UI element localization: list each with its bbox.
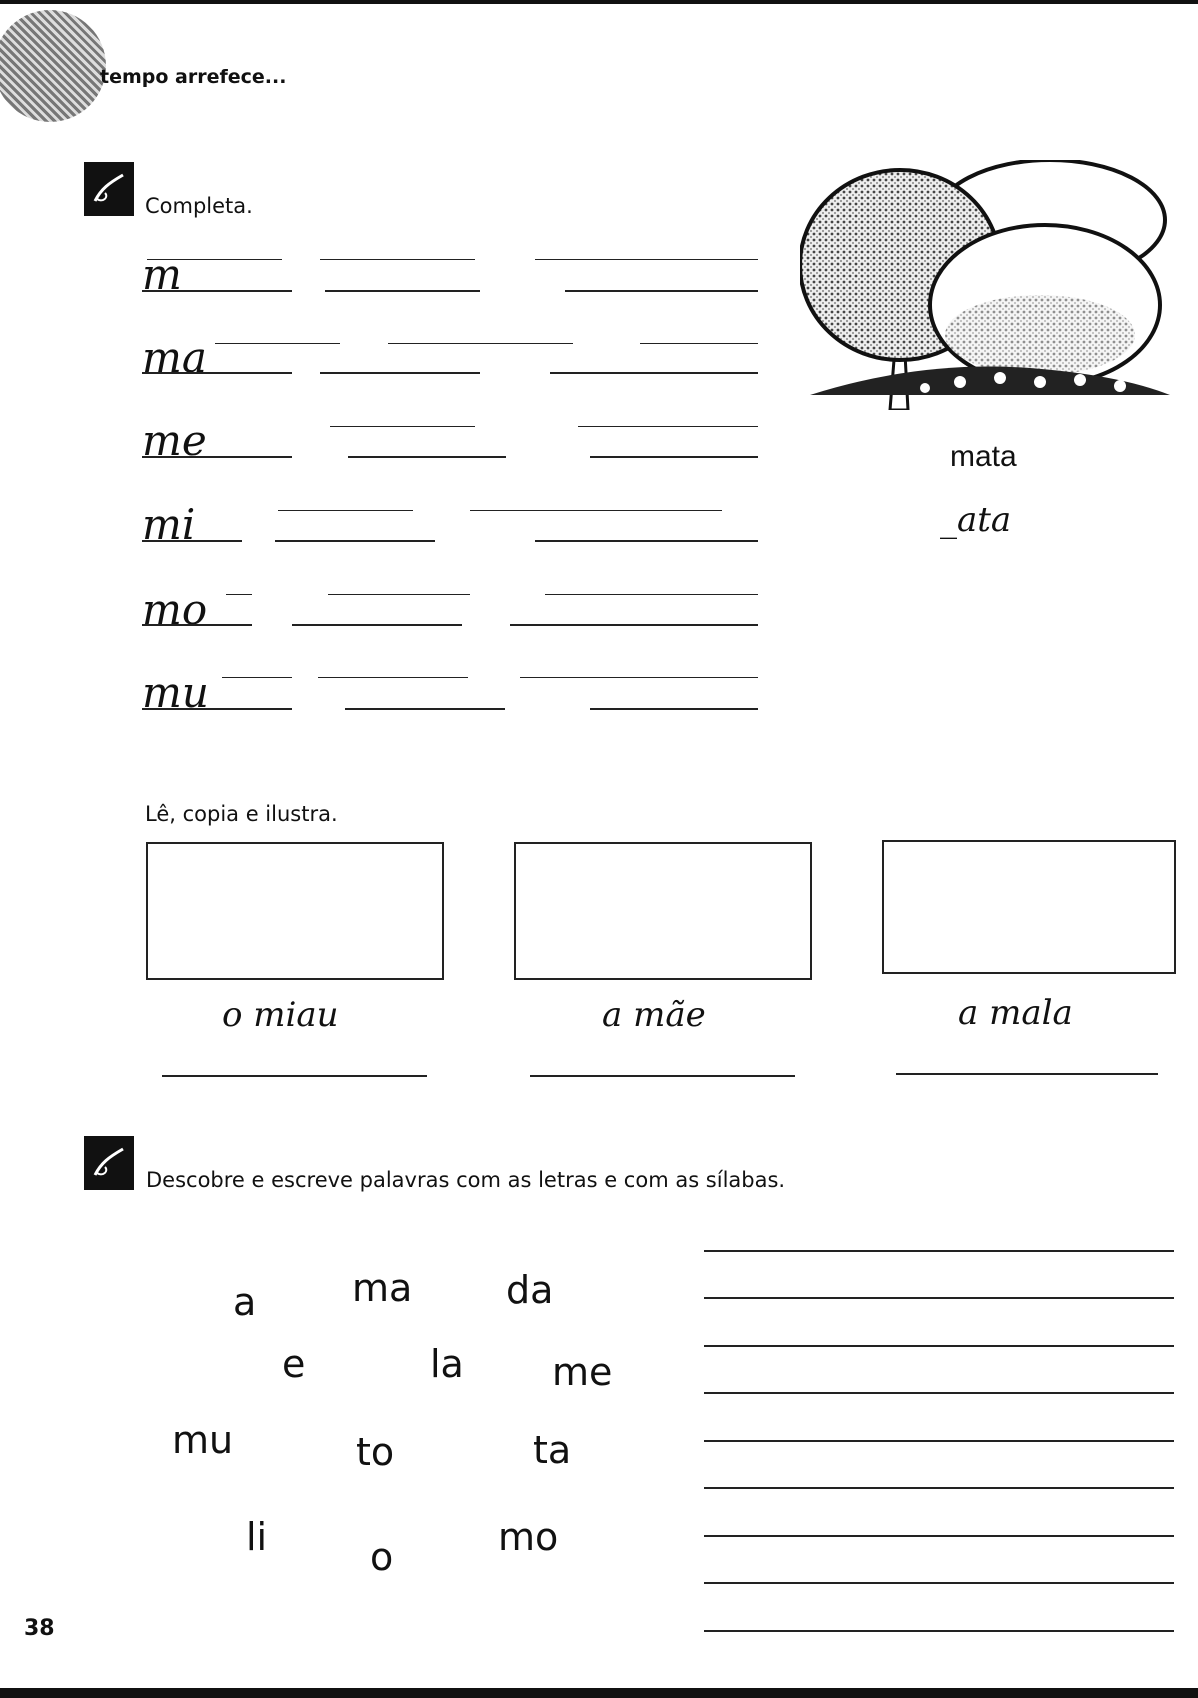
guide-line [330, 426, 475, 427]
guide-line [545, 594, 758, 595]
row-label-mu: mu [142, 668, 209, 717]
answer-line[interactable] [704, 1440, 1174, 1442]
guide-line [520, 677, 758, 678]
syllable-tile: a [233, 1280, 257, 1324]
row-label-mo: mo [142, 585, 208, 634]
answer-line[interactable] [704, 1535, 1174, 1537]
pencil-hand-icon [84, 162, 134, 216]
copy-line-2[interactable] [530, 1075, 795, 1077]
writing-line[interactable] [142, 456, 292, 458]
syllable-tile: me [552, 1350, 613, 1394]
syllable-tile: da [506, 1268, 554, 1312]
syllable-tile: mo [498, 1515, 559, 1559]
writing-line[interactable] [590, 456, 758, 458]
guide-line [535, 259, 758, 260]
writing-line[interactable] [510, 624, 758, 626]
row-label-me: me [142, 416, 207, 465]
guide-line [640, 343, 758, 344]
writing-line[interactable] [142, 290, 292, 292]
answer-line[interactable] [704, 1630, 1174, 1632]
writing-line[interactable] [320, 372, 480, 374]
row-label-m: m [142, 250, 182, 299]
guide-line [226, 594, 252, 595]
syllable-tile: ta [533, 1428, 572, 1472]
tree-illustration [800, 160, 1180, 410]
guide-line [578, 426, 758, 427]
guide-line [470, 510, 722, 511]
exercise1-instruction: Completa. [145, 194, 253, 218]
writing-line[interactable] [565, 290, 758, 292]
answer-line[interactable] [704, 1582, 1174, 1584]
page-header-title: tempo arrefece... [100, 66, 287, 88]
page-number: 38 [24, 1616, 55, 1641]
pencil-hand-icon [84, 1136, 134, 1190]
illustration-box-2[interactable] [514, 842, 812, 980]
writing-line[interactable] [142, 372, 292, 374]
answer-line[interactable] [704, 1392, 1174, 1394]
writing-line[interactable] [292, 624, 462, 626]
syllable-tile: to [356, 1430, 395, 1474]
guide-line [318, 677, 468, 678]
writing-line[interactable] [275, 540, 435, 542]
copy-word-3: a mala [958, 993, 1073, 1033]
bottom-border [0, 1688, 1198, 1698]
writing-line[interactable] [325, 290, 480, 292]
copy-word-1: o miau [222, 995, 339, 1035]
writing-line[interactable] [142, 540, 242, 542]
header-badge-icon [0, 10, 106, 122]
writing-line[interactable] [550, 372, 758, 374]
writing-line[interactable] [142, 708, 292, 710]
writing-line[interactable] [345, 708, 505, 710]
guide-line [147, 259, 282, 260]
answer-line[interactable] [704, 1297, 1174, 1299]
picture-word: mata [950, 440, 1017, 473]
answer-line[interactable] [704, 1250, 1174, 1252]
guide-line [278, 510, 413, 511]
guide-line [222, 677, 292, 678]
picture-partial-word: _ata [940, 500, 1012, 540]
syllable-tile: li [246, 1515, 268, 1559]
answer-line[interactable] [704, 1487, 1174, 1489]
answer-line[interactable] [704, 1345, 1174, 1347]
copy-line-1[interactable] [162, 1075, 427, 1077]
syllable-tile: e [282, 1342, 306, 1386]
writing-line[interactable] [348, 456, 506, 458]
guide-line [320, 259, 475, 260]
writing-line[interactable] [535, 540, 758, 542]
syllable-tile: mu [172, 1418, 234, 1462]
writing-line[interactable] [590, 708, 758, 710]
top-border [0, 0, 1198, 4]
syllable-tile: o [370, 1535, 394, 1579]
syllable-tile: la [430, 1342, 464, 1386]
writing-line[interactable] [142, 624, 252, 626]
illustration-box-3[interactable] [882, 840, 1176, 974]
ground [810, 367, 1170, 395]
guide-line [328, 594, 470, 595]
guide-line [388, 343, 573, 344]
row-label-mi: mi [142, 500, 196, 549]
illustration-box-1[interactable] [146, 842, 444, 980]
row-label-ma: ma [142, 333, 207, 382]
syllable-tile: ma [352, 1266, 413, 1310]
exercise2-instruction: Lê, copia e ilustra. [145, 802, 338, 826]
guide-line [215, 343, 340, 344]
exercise3-instruction: Descobre e escreve palavras com as letras e com as sílabas. [146, 1168, 786, 1192]
copy-word-2: a mãe [602, 995, 706, 1035]
copy-line-3[interactable] [896, 1073, 1158, 1075]
